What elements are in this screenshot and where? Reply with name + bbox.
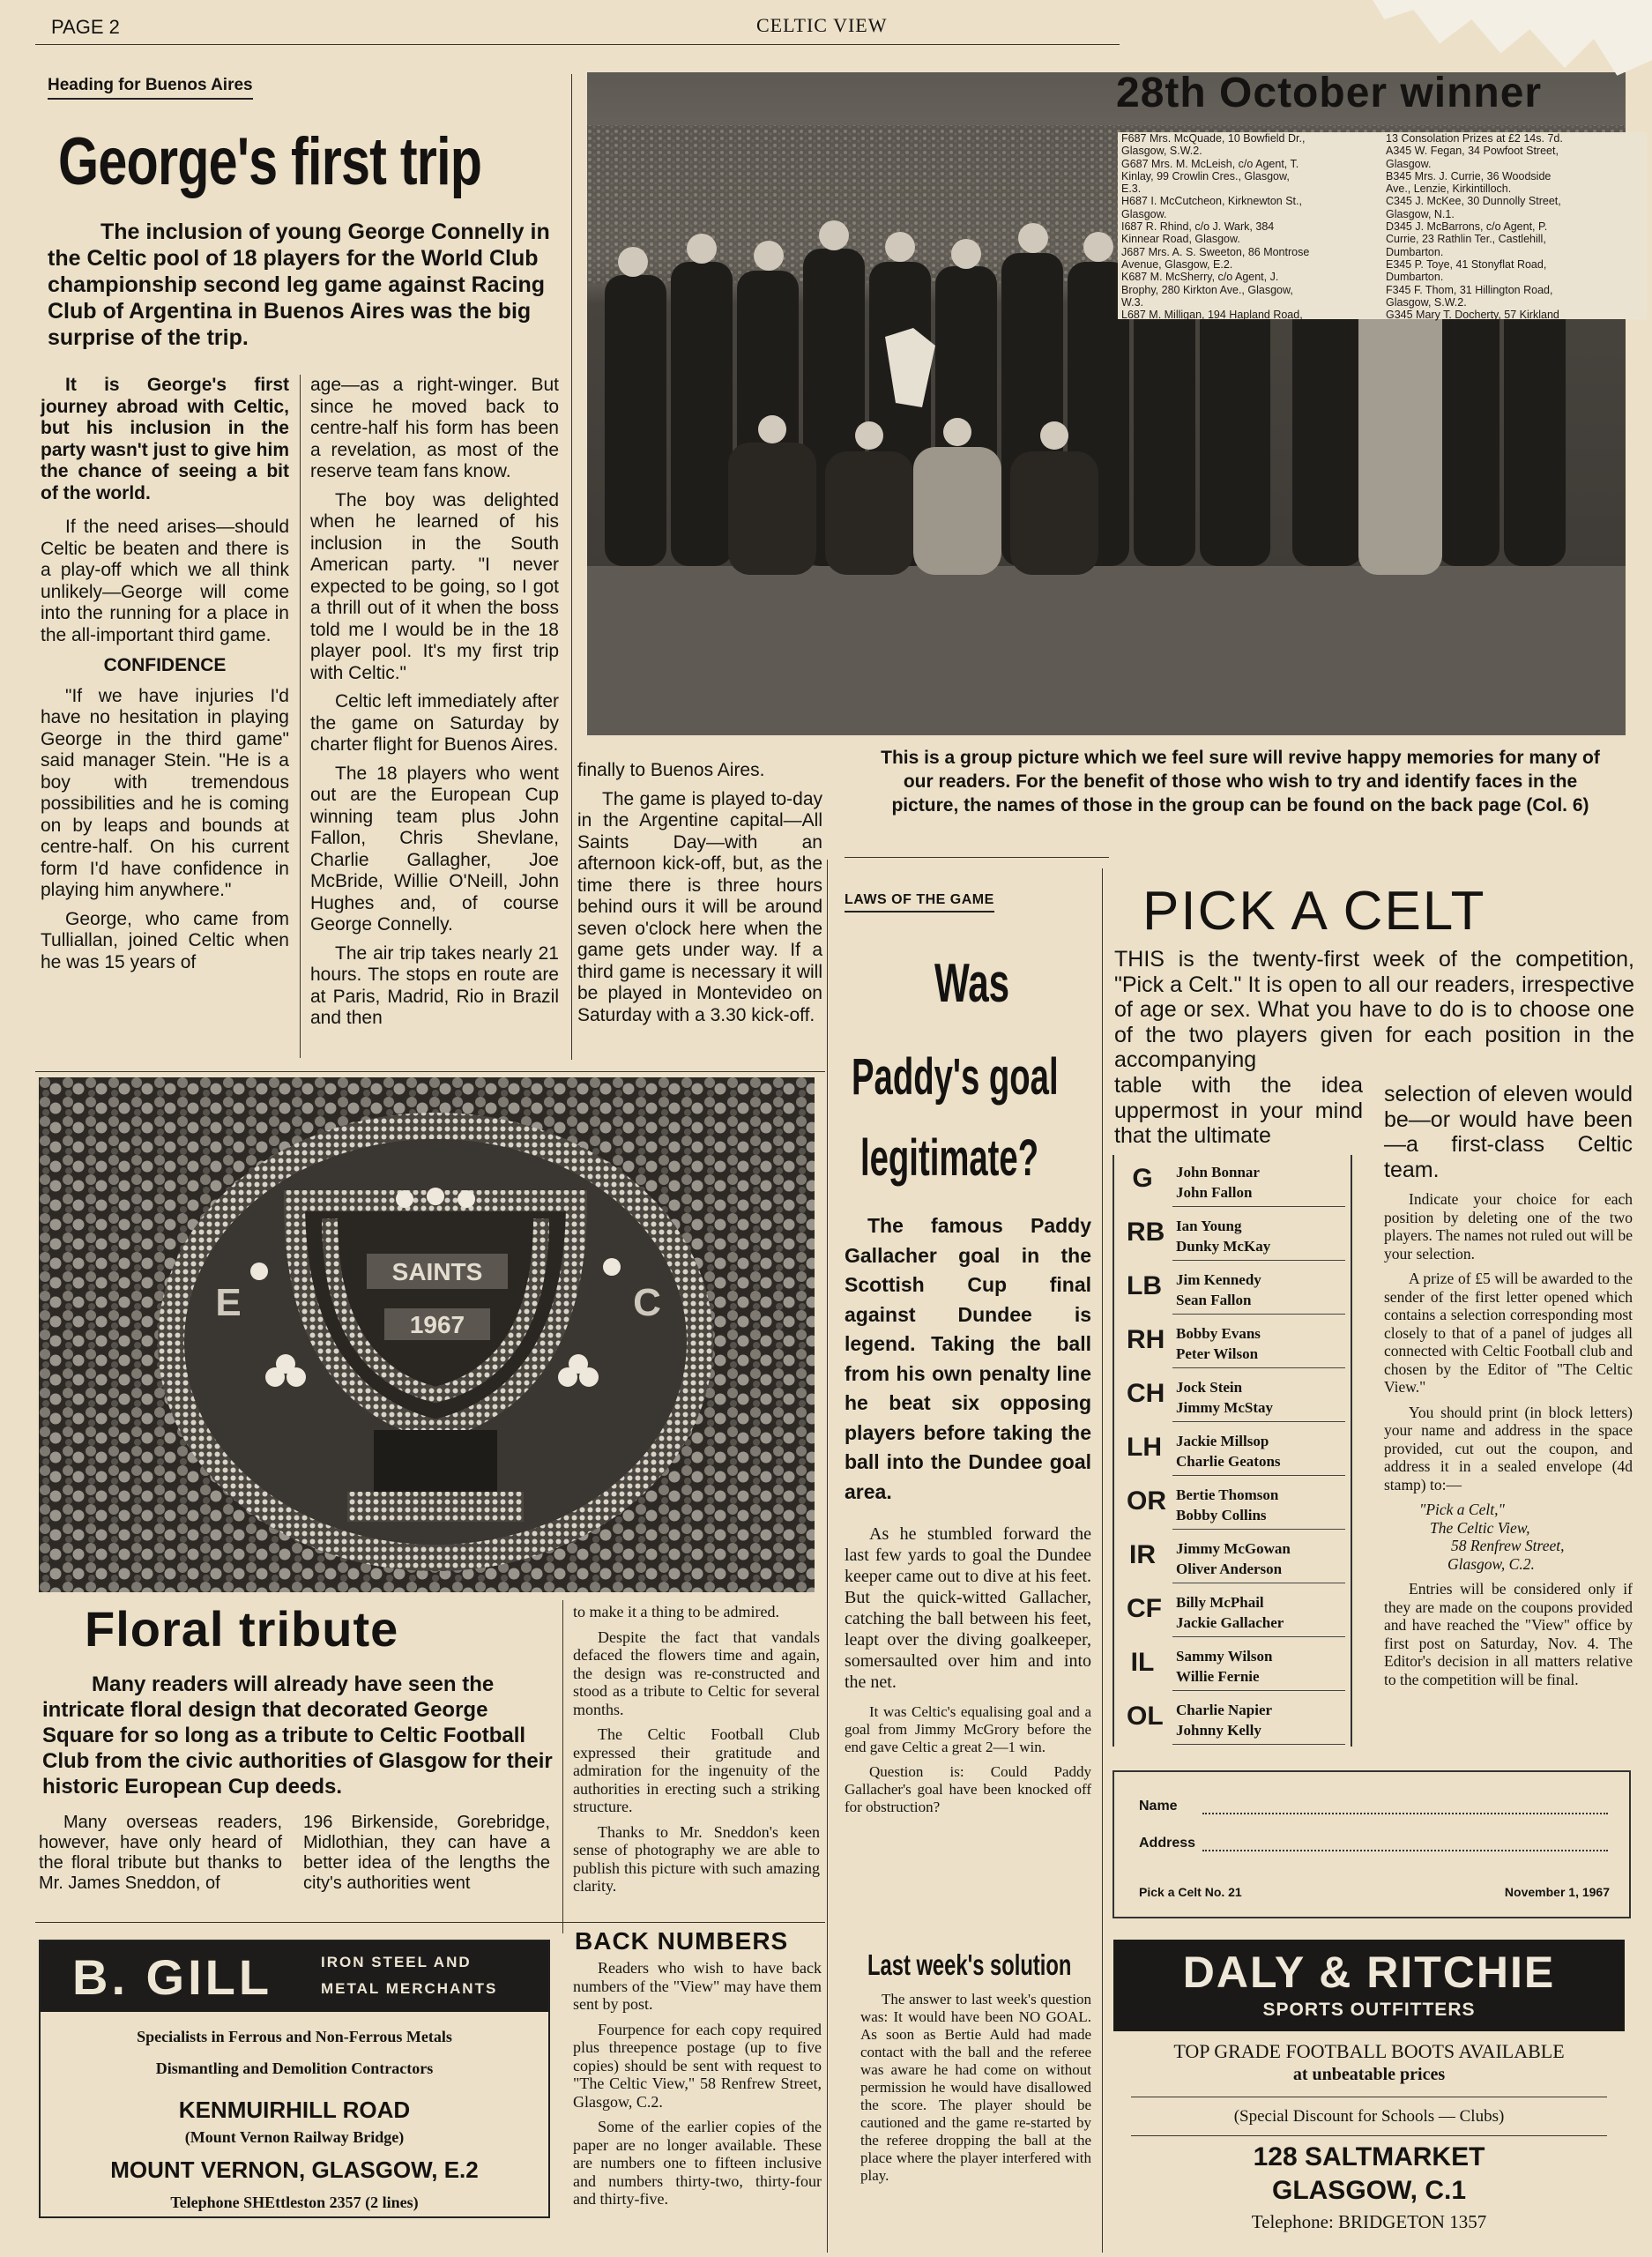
ad-gill-trade-2: METAL MERCHANTS (321, 1980, 498, 1997)
lead-col3-p1: finally to Buenos Aires. (577, 760, 765, 780)
winner-line: D345 J. McBarrons, c/o Agent, P. (1386, 220, 1548, 234)
pick-address-3: 58 Renfrew Street, (1451, 1537, 1565, 1554)
pick-row-position: G (1132, 1164, 1153, 1193)
winner-line: G345 Mary T. Docherty, 57 Kirkland (1386, 309, 1559, 322)
laws-kicker: LAWS OF THE GAME (845, 892, 994, 912)
lead-col2-p2: The boy was delighted when he learned of his inclusion in the South American party. "I never expected to be going, so I got a thrill out of it when the boss told me I would be in the 18 player pool. It's my first trip with Celtic." (310, 489, 559, 683)
lead-subhead: CONFIDENCE (103, 655, 227, 675)
lead-intro: The inclusion of young George Connelly in the Celtic pool of 18 players for the World Club championship second leg game against Racing Club of Argentina in Buenos Aires was the big surprise of the trip. (48, 220, 550, 350)
winner-line: K687 M. McSherry, c/o Agent, J. (1121, 271, 1279, 284)
coupon-date: November 1, 1967 (1504, 1885, 1610, 1899)
ad-gill-name: B. GILL (72, 1949, 273, 2005)
pick-row-position: RB (1127, 1218, 1165, 1247)
lead-col3-p2: The game is played to-day in the Argentine capital—All Saints Day—with an afternoon kick-off, but, as the time there is three hours behind ours it will be around seven o'clock here when the game gets under way. If a third game is necessary it will be played in Montevideo on Saturday with a 3.30 kick-off. (577, 788, 822, 1025)
pick-choice-b[interactable]: Jimmy McStay (1176, 1399, 1274, 1416)
coupon-address-label: Address (1139, 1836, 1196, 1851)
winner-line: 13 Consolation Prizes at £2 14s. 7d. (1386, 132, 1563, 145)
back-numbers-title: BACK NUMBERS (575, 1927, 789, 1955)
floral-col-2: 196 Birkenside, Gorebridge, Midlothian, they can have a better idea of the lengths the city's authorities went (303, 1813, 550, 1893)
winner-line: A345 W. Fegan, 34 Powfoot Street, (1386, 145, 1559, 158)
lead-col-2 (310, 375, 559, 1037)
pick-row (1114, 1263, 1351, 1316)
winner-line: Currie, 23 Rathlin Ter., Castlehill, (1386, 233, 1546, 246)
floral-col3-p4: Thanks to Mr. Sneddon's keen sense of photography we are able to publish this picture with such amazing clarity. (573, 1822, 820, 1895)
winner-line: Glasgow, S.W.2. (1121, 145, 1202, 158)
pick-row (1114, 1478, 1351, 1531)
pick-row-position: OR (1127, 1486, 1166, 1516)
winners-title: 28th October winner (1116, 70, 1543, 116)
winner-line: I687 R. Rhind, c/o J. Wark, 384 (1121, 220, 1275, 234)
pick-choice-a[interactable]: Bertie Thomson (1176, 1486, 1279, 1503)
winner-line: Dumbarton. (1386, 271, 1444, 284)
winner-line: C345 J. McKee, 30 Dunnolly Street, (1386, 195, 1561, 208)
lead-col2-p4: The 18 players who went out are the European Cup winning team plus John Fallon, Chris Shevlane, Charlie Gallagher, Joe McBride, Willie O'Neill, John Hughes and, of course George Connelly. (310, 763, 559, 935)
pick-choice-a[interactable]: Bobby Evans (1176, 1325, 1261, 1342)
ad-daly-line-3: (Special Discount for Schools — Clubs) (1233, 2107, 1505, 2126)
pick-row-position: CH (1127, 1379, 1165, 1408)
pick-rules-p3: You should print (in block letters) your name and address in the space provided, cut out the coupon, and address it in a sealed envelope (4d stamp) to:— (1384, 1403, 1633, 1493)
lead-kicker: Heading for Buenos Aires (48, 76, 253, 100)
masthead: CELTIC VIEW (756, 14, 888, 36)
pick-choice-b[interactable]: Bobby Collins (1176, 1507, 1267, 1523)
pick-choice-b[interactable]: John Fallon (1176, 1184, 1253, 1201)
pick-choice-b[interactable]: Peter Wilson (1176, 1345, 1259, 1362)
winner-line: Glasgow, S.W.2. (1386, 295, 1467, 309)
pick-row (1114, 1531, 1351, 1585)
pick-rules (1384, 1190, 1633, 1695)
pick-coupon (1112, 1770, 1631, 1918)
pick-table (1112, 1155, 1352, 1747)
floral-col3-p3: The Celtic Football Club expressed their gratitude and admiration for the ingenuity of the authorities in erecting such a striking structure. (573, 1725, 820, 1815)
pick-choice-a[interactable]: Charlie Napier (1176, 1702, 1273, 1718)
winner-line: F345 F. Thom, 31 Hillington Road, (1386, 283, 1553, 296)
pick-row-position: IL (1130, 1648, 1155, 1677)
pick-row (1114, 1370, 1351, 1424)
pick-choice-a[interactable]: Jock Stein (1176, 1379, 1243, 1396)
laws-solution: The answer to last week's question was: It would have been NO GOAL. As soon as Bertie Auld had made contact with the ball and the referee was aware he had come on without permission he would have disallowed the score. The player should be cautioned and the game re-started by the referee dropping the ball at the place where the player interfered with play. (860, 1991, 1091, 2184)
winner-line: W.3. (1121, 295, 1144, 309)
ad-daly-name: DALY & RITCHIE (1182, 1948, 1556, 1997)
winner-line: Avenue, Glasgow, E.2. (1121, 257, 1233, 271)
pick-address-1: "Pick a Celt," (1419, 1501, 1505, 1518)
lead-col2-p3: Celtic left immediately after the game on Saturday by charter flight for Buenos Aires. (310, 691, 559, 755)
pick-row (1114, 1209, 1351, 1263)
pick-row (1114, 1585, 1351, 1639)
ad-daly-addr-1: 128 SALTMARKET (1253, 2142, 1485, 2171)
lead-col1-p1: It is George's first journey abroad with Celtic, but his inclusion in the party wasn't just to give him the chance of seeing a bit of the world. (41, 375, 289, 503)
winners-list (1118, 132, 1647, 322)
pick-choice-b[interactable]: Johnny Kelly (1176, 1722, 1261, 1739)
laws-headline-2: Paddy's goal (852, 1048, 1059, 1106)
floral-photo-letter-right: C (633, 1281, 661, 1324)
pick-row (1114, 1693, 1351, 1747)
pick-row-position: CF (1127, 1594, 1162, 1623)
ad-gill-line-2: Dismantling and Demolition Contractors (155, 2060, 434, 2077)
coupon-address-field[interactable] (1202, 1850, 1608, 1851)
pick-address-2: The Celtic View, (1430, 1518, 1530, 1537)
pick-choice-b[interactable]: Dunky McKay (1176, 1238, 1271, 1255)
winners-right-col (1386, 132, 1643, 321)
pick-choice-b[interactable]: Willie Fernie (1176, 1668, 1260, 1685)
pick-row (1114, 1424, 1351, 1478)
winner-line: L687 M. Milligan, 194 Hapland Road, (1121, 309, 1303, 322)
floral-photo-letter-left: E (215, 1281, 242, 1324)
ad-b-gill (39, 1940, 550, 2218)
pick-address-4: Glasgow, C.2. (1447, 1554, 1535, 1573)
page-number: PAGE 2 (51, 16, 120, 38)
pick-row (1114, 1639, 1351, 1693)
pick-rules-p2: A prize of £5 will be awarded to the sender of the first letter opened which contains a selection corresponding most closely to that of a panel of judges all connected with Celtic Football club and chosen by the Editor of "The Celtic View." (1384, 1270, 1633, 1396)
pick-choice-a[interactable]: Billy McPhail (1176, 1594, 1264, 1611)
pick-rules-p1: Indicate your choice for each position by deleting one of the two players. The names not ruled out will be your selection. (1384, 1190, 1633, 1263)
lead-col2-p5: The air trip takes nearly 21 hours. The stops en route are at Paris, Madrid, Rio in Brazil and then (310, 942, 559, 1028)
laws-body (845, 1523, 1091, 1823)
floral-col-3 (573, 1603, 820, 1903)
lead-col-3 (577, 760, 822, 1033)
ad-daly-addr-2: GLASGOW, C.1 (1271, 2176, 1467, 2205)
back-numbers-p1: Readers who wish to have back numbers of the "View" may have them sent by post. (573, 1959, 822, 2013)
floral-headline: Floral tribute (85, 1601, 399, 1657)
pick-choice-a[interactable]: Jimmy McGowan (1176, 1540, 1291, 1557)
winner-line: E345 P. Toye, 41 Stonyflat Road, (1386, 257, 1547, 271)
winner-line: Kinnear Road, Glasgow. (1121, 233, 1240, 246)
pick-title: PICK A CELT (1142, 881, 1486, 942)
ad-gill-trade-1: IRON STEEL AND (321, 1954, 472, 1970)
laws-p3: Question is: Could Paddy Gallacher's goal have been knocked off for obstruction? (845, 1763, 1091, 1815)
floral-photo-year: 1967 (409, 1311, 465, 1338)
lead-col-1 (41, 375, 289, 980)
group-photo-caption: This is a group picture which we feel sure will revive happy memories for many of our readers. For the benefit of those who wish to try and identify faces in the picture, the names of those in the group can be found on the back page (Col. 6) (881, 748, 1600, 816)
pick-intro-b: table with the idea uppermost in your mind that the ultimate (1114, 1073, 1363, 1148)
ad-daly-line-2: at unbeatable prices (1292, 2065, 1446, 2084)
laws-intro: The famous Paddy Gallacher goal in the Scottish Cup final against Dundee is legend. Taking the ball from his own penalty line he beat six opposing players before taking the ball into the Dundee goal area. (845, 1214, 1091, 1503)
laws-solution-title: Last week's solution (867, 1948, 1072, 1981)
ad-daly-sub: SPORTS OUTFITTERS (1262, 2000, 1476, 2020)
floral-photo-banner: SAINTS (391, 1258, 483, 1285)
winner-line: Glasgow. (1121, 207, 1167, 220)
pick-choice-a[interactable]: John Bonnar (1176, 1164, 1260, 1181)
coupon-name-field[interactable] (1202, 1813, 1608, 1814)
laws-p2: It was Celtic's equalising goal and a goal from Jimmy McGrory before the end gave Celtic a great 2—1 win. (845, 1703, 1091, 1755)
winner-line: G687 Mrs. M. McLeish, c/o Agent, T. (1121, 157, 1299, 170)
pick-intro-c: selection of eleven would be—or would have been—a first-class Celtic team. (1384, 1082, 1633, 1182)
winner-line: J687 Mrs. A. S. Sweeton, 86 Montrose (1121, 245, 1310, 258)
back-numbers-p2: Fourpence for each copy required plus threepence postage (up to five copies) should be sent with request to "The Celtic View," 58 Renfrew Street, Glasgow, C.2. (573, 2020, 822, 2111)
winner-line: E.3. (1121, 182, 1142, 196)
pick-choice-b[interactable]: Charlie Geatons (1176, 1453, 1281, 1470)
pick-row-position: LB (1127, 1271, 1162, 1300)
ad-gill-bridge: (Mount Vernon Railway Bridge) (184, 2128, 405, 2146)
ad-daly-line-1: TOP GRADE FOOTBALL BOOTS AVAILABLE (1173, 2040, 1565, 2062)
floral-col3-p1: to make it a thing to be admired. (573, 1603, 779, 1620)
ad-daly-phone: Telephone: BRIDGETON 1357 (1251, 2211, 1487, 2232)
floral-col-1: Many overseas readers, however, have only heard of the floral tribute but thanks to Mr. James Sneddon, of (39, 1813, 282, 1893)
lead-col1-p4: George, who came from Tulliallan, joined Celtic when he was 15 years of (41, 908, 289, 972)
pick-row-position: OL (1127, 1702, 1164, 1731)
ad-daly-ritchie (1113, 1940, 1625, 2244)
lead-col1-p3: "If we have injuries I'd have no hesitation in playing George in the third game" said manager Stein. "He is a boy with tremendous possibilities and he is coming on by leaps and bounds at centre-half. On his current form I'd have confidence in playing him anywhere." (41, 685, 289, 900)
pick-row-position: IR (1129, 1540, 1156, 1569)
winner-line: Ave., Lenzie, Kirkintilloch. (1386, 182, 1512, 196)
coupon-name-label: Name (1139, 1799, 1178, 1814)
pick-choice-a[interactable]: Ian Young (1176, 1218, 1242, 1234)
pick-choice-a[interactable]: Sammy Wilson (1176, 1648, 1273, 1665)
pick-choice-b[interactable]: Oliver Anderson (1176, 1561, 1283, 1577)
pick-rules-p4: Entries will be considered only if they are made on the coupons provided and have reached the "View" office by first post on Saturday, Nov. 4. The Editor's decision in all matters relative to the competition will be final. (1384, 1580, 1633, 1688)
floral-photo (39, 1077, 815, 1592)
pick-row-position: LH (1127, 1433, 1162, 1462)
floral-col3-p2: Despite the fact that vandals defaced the flowers time and again, the design was re-constructed and stood as a tribute to Celtic for several months. (573, 1628, 820, 1718)
lead-headline: George's first trip (58, 124, 482, 199)
pick-row (1114, 1155, 1351, 1209)
pick-choice-b[interactable]: Jackie Gallacher (1176, 1614, 1284, 1631)
laws-headline-1: Was (934, 953, 1010, 1014)
winner-line: Glasgow, N.1. (1386, 207, 1455, 220)
pick-intro-a: THIS is the twenty-first week of the competition, "Pick a Celt." It is open to all our readers, irrespective of age or sex. What you have to do is to choose one of the two players given for each position in the accompanying (1114, 947, 1634, 1072)
pick-choice-a[interactable]: Jim Kennedy (1176, 1271, 1261, 1288)
pick-choice-b[interactable]: Sean Fallon (1176, 1292, 1252, 1308)
ad-gill-road: KENMUIRHILL ROAD (178, 2097, 411, 2123)
back-numbers-body (573, 1959, 822, 2216)
ad-gill-line-1: Specialists in Ferrous and Non-Ferrous Metals (137, 2028, 452, 2045)
laws-p1: As he stumbled forward the last few yards to goal the Dundee keeper came out to dive at his feet. But the quick-witted Gallacher, catching the ball between his feet, leapt over the diving goalkeeper, somersaulted over him and into the net. (845, 1524, 1091, 1692)
back-numbers-p3: Some of the earlier copies of the paper are no longer available. These are numbers one to fifteen inclusive and numbers thirty-two, thirty-four and thirty-five. (573, 2118, 822, 2208)
laws-headline-3: legitimate? (860, 1129, 1039, 1187)
ad-gill-phone: Telephone SHEttleston 2357 (2 lines) (170, 2194, 419, 2211)
winner-line: Glasgow. (1386, 157, 1432, 170)
floral-intro: Many readers will already have seen the intricate floral design that decorated George Square for so long as a tribute to Celtic Football Club from the civic authorities of Glasgow for their historic European Cup deeds. (42, 1672, 553, 1799)
pick-row (1114, 1316, 1351, 1370)
winner-line: Brophy, 280 Kirkton Ave., Glasgow, (1121, 283, 1293, 296)
winner-line: F687 Mrs. McQuade, 10 Bowfield Dr., (1121, 132, 1306, 145)
ad-gill-town: MOUNT VERNON, GLASGOW, E.2 (110, 2156, 479, 2183)
pick-row-position: RH (1127, 1325, 1165, 1354)
winner-line: Kinlay, 99 Crowlin Cres., Glasgow, (1121, 169, 1290, 182)
winner-line: B345 Mrs. J. Currie, 36 Woodside (1386, 169, 1552, 182)
winners-left-col (1121, 132, 1379, 321)
winner-line: Dumbarton. (1386, 245, 1444, 258)
lead-col1-p2: If the need arises—should Celtic be beaten and there is a play-off which we all think unlikely—George will come into the running for a place in the all-important third game. (41, 517, 289, 645)
winner-line: H687 I. McCutcheon, Kirknewton St., (1121, 195, 1302, 208)
lead-col2-p1: age—as a right-winger. But since he moved back to centre-half his form has been a revelation, as most of the reserve team fans know. (310, 375, 559, 481)
coupon-number: Pick a Celt No. 21 (1139, 1885, 1242, 1899)
pick-choice-a[interactable]: Jackie Millsop (1176, 1433, 1269, 1449)
